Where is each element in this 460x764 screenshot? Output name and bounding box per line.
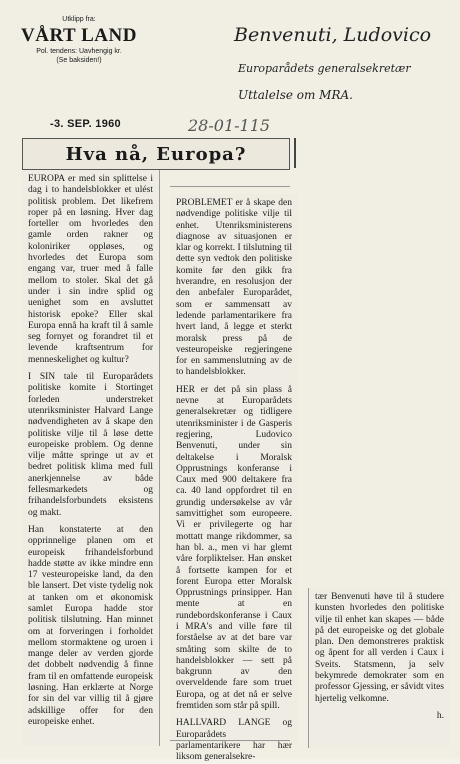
handwritten-name: Benvenuti, Ludovico	[234, 24, 432, 46]
article-column-1	[22, 170, 160, 746]
col1-paragraph-2: I SIN tale til Europarådets politiske komite i Stortinget forleden understreket utenriksminister Halvard Lange nødvendigheten av å skape den politiske vilje til å løse dette europeiske problem. Og denne vilje måtte springe ut av et bedret politisk klima med full anerkjennelse av både fellesmarkedets og frihandelsforbundets eksistens og makt.	[28, 372, 153, 518]
newspaper-stamp	[20, 12, 138, 108]
newspaper-name: VÅRT LAND	[21, 25, 137, 46]
author-signature: h.	[436, 710, 444, 721]
stamp-intro: Utklipp fra:	[62, 16, 96, 23]
col1-paragraph-1: EUROPA er med sin splittelse i dag i to handelsblokker et ulést politisk problem. Det likefrem roper på en løsning. Hver dag forteller om hvorledes den gamle orden rakner og koloniriker oppløses, og hvorledes det Europa som engang var, truer med å falle mellom to stoler. Skal det gå under i sin indre splid og uenighet som en avsluttet historisk epoke? Eller skal Europa ennå ha kraft til å samle seg fornyet og forandret til et levende kraftsentrum for menneskelighet og kultur?	[28, 174, 153, 365]
handwritten-remark: Uttalelse om MRA.	[238, 88, 353, 102]
column-divider-top	[170, 186, 290, 187]
col3-paragraph-1: tær Benvenuti høve til å studere kunsten hvorledes den politiske vilje til enhet kan skapes — både på det europeiske og det globale plan. Den demonstreres praktisk og åpent for all verden i Caux i Sveits. Statsmenn, ja selv bekymrede demokrater som en professor Gjessing, er såvidt vites hjertelig velkomne.	[315, 592, 444, 704]
col2-paragraph-3: HALLVARD LANGE og Europarådets parlamentarikere har hær liksom generalsekre-	[176, 718, 292, 763]
headline-box	[22, 138, 290, 170]
article-column-3	[308, 588, 450, 748]
column-divider-bottom	[170, 740, 290, 741]
handwritten-archive-code: 28-01-115	[188, 116, 271, 135]
col1-paragraph-3: Han konstaterte at den opprinnelige planen om et europeisk frihandelsforbund hadde støtte av ikke mindre enn 17 vesteuropeiske land, da den ble lansert. Det viste tydelig nok at tanken om et økonomisk samlet Europa hadde stor politisk tilslutning. Han minnet om at forveringen i forholdet mellom stormaktene og uroen i mange deler av verden gjorde det dobbelt nødvendig å finne fram til en omfattende europeisk løsning. Han erklærte at Norge for sin del var villig til å gjøre adskillige offer for den europeiske enhet.	[28, 524, 153, 727]
col2-paragraph-1: PROBLEMET er å skape den nødvendige politiske vilje til enhet. Utenriksministerens diagnose av situasjonen er klar og korrekt. I tilslutning til dette syn vedtok den politiske komite før den gikk fra hverandre, en resolusjon der den anbefaler Europarådet, som er sammensatt av ledende parlamentarikere fra hvert land, å legge et sterkt moralsk press på de vesteuropeiske regjeringene for en sammenslutning av de to handelsblokker.	[176, 198, 292, 378]
headline-rule	[294, 138, 296, 168]
date-stamp: -3. SEP. 1960	[50, 118, 121, 130]
stamp-note: (Se baksiden!)	[56, 57, 102, 64]
stamp-tendency: Pol. tendens: Uavhengig kr.	[36, 48, 122, 55]
handwritten-role: Europarådets generalsekretær	[238, 62, 411, 75]
article-column-2	[170, 194, 298, 763]
faded-masthead-bleedthrough	[142, 12, 222, 112]
headline: Hva nå, Europa?	[65, 143, 247, 165]
col2-paragraph-2: HER er det på sin plass å nevne at Europarådets generalsekretær og tidligere utenriksminister i de Gasperis regjering, Ludovico Benvenuti, under sin deltakelse i Moralsk Opprustnings konferanse i Caux med 900 deltakere fra ca. 40 land oppfordret til en grundig undersøkelse av vår samvittighet som europeere. Vi er privilegerte og har mottatt mange rikdommer, sa han bl. a., men vi har glemt våre forpliktelser. Han ønsket å fortsette kampen for et forent Europa etter Moralsk Opprustnings prinsipper. Han mente at en rundebordskonferanse i Caux i MRA's and ville føre til forståelse av at det bare var småting som skilte de to handelsblokker — sett på bakgrunn av den overveldende fare som truet Europa, og at det nå er selve fremtiden som står på spill.	[176, 384, 292, 712]
